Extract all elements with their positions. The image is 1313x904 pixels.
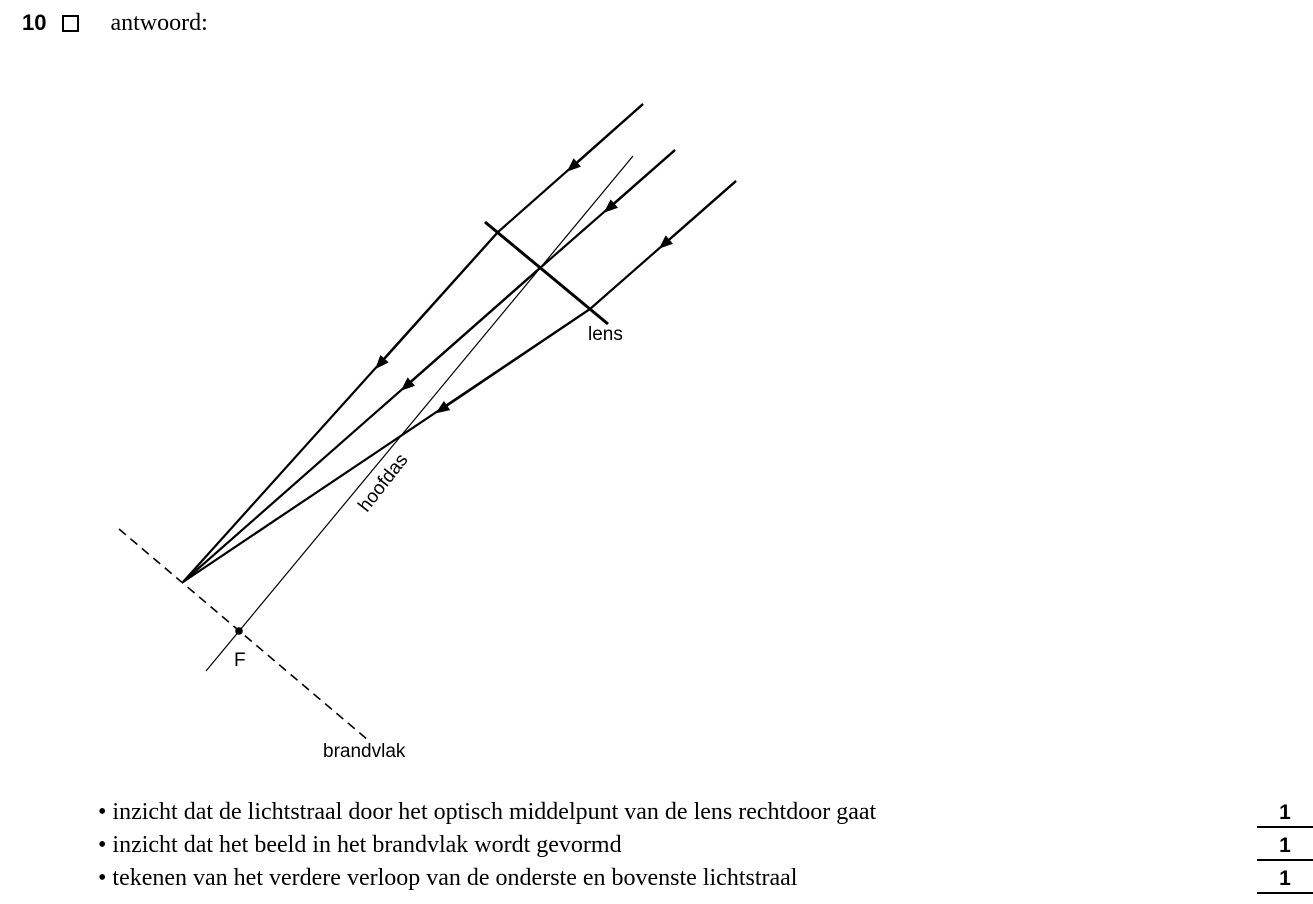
focal-plane-label: brandvlak	[323, 741, 406, 762]
criterion-text: • inzicht dat de lichtstraal door het optisch middelpunt van de lens rechtdoor gaat	[98, 799, 877, 825]
criterion-row	[98, 829, 1313, 862]
top-ray-refracted-arrow	[378, 232, 498, 366]
question-number: 10	[22, 10, 47, 35]
bottom-ray-refracted-arrow	[439, 309, 590, 411]
criterion-score: 1	[1257, 796, 1313, 828]
criterion-row	[98, 862, 1313, 895]
criterion-row	[98, 796, 1313, 829]
criterion-score: 1	[1257, 829, 1313, 861]
criterion-score: 1	[1257, 862, 1313, 894]
bottom-ray-arrow	[662, 181, 736, 246]
criterion-text: • tekenen van het verdere verloop van de onderste en bovenste lichtstraal	[98, 865, 798, 891]
scoring-criteria	[98, 796, 1313, 895]
focal-point-label: F	[234, 650, 246, 671]
focal-point	[235, 627, 243, 635]
criterion-text: • inzicht dat het beeld in het brandvlak wordt gevormd	[98, 832, 622, 858]
middle-ray-refracted-arrow	[404, 268, 540, 388]
middle-ray-arrow	[607, 150, 675, 210]
answer-label: antwoord:	[110, 9, 208, 36]
lens-label: lens	[588, 324, 623, 345]
principal-axis	[206, 156, 633, 671]
top-ray-arrow	[570, 104, 643, 169]
focal-plane	[119, 529, 368, 740]
axis-label: hoofdas	[354, 449, 413, 517]
